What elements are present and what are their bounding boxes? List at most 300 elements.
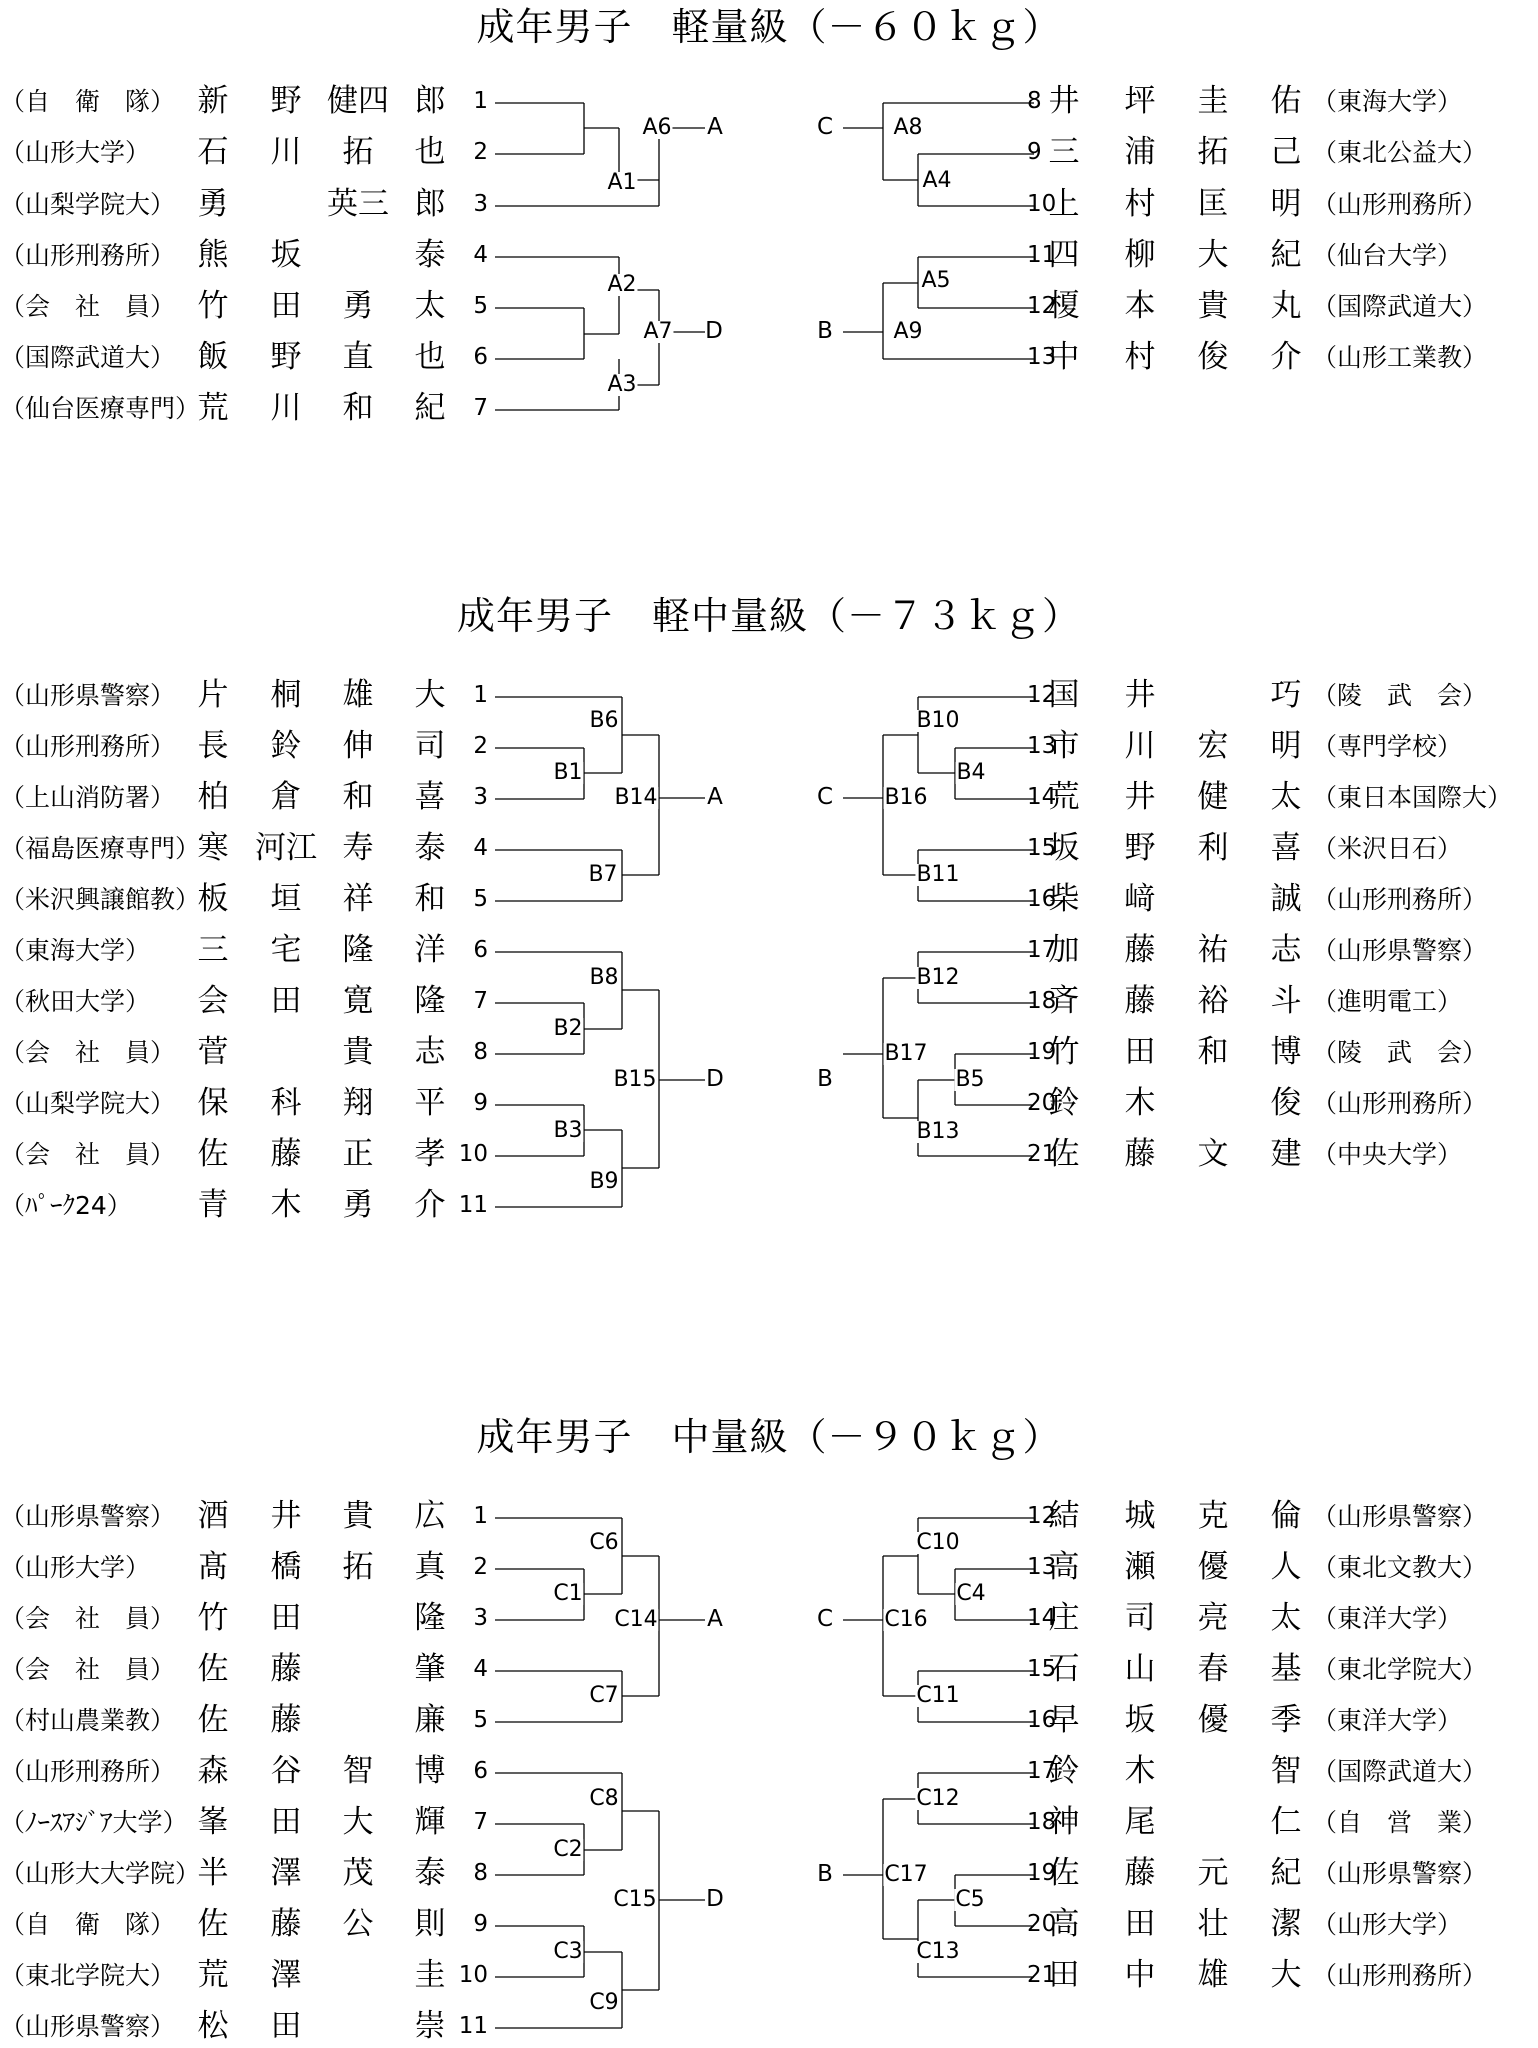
name-char: 藤 (270, 1136, 302, 1172)
entry-number: 17 (1027, 937, 1057, 963)
bracket-side-label: C (816, 784, 834, 810)
name-char: 三 (1048, 134, 1080, 170)
name-char: 季 (1270, 1702, 1302, 1738)
entry-number: 19 (1027, 1860, 1057, 1886)
affiliation: （山形大大学院） (0, 1859, 201, 1888)
name-char: 崇 (414, 2008, 446, 2044)
affiliation: （会 社 員） (0, 1655, 176, 1684)
name-char: 早 (1048, 1702, 1080, 1738)
match-code: C14 (614, 1607, 658, 1632)
name-char: 翔 (342, 1085, 374, 1121)
name-char: 壮 (1197, 1906, 1229, 1942)
name-char: 田 (1124, 1906, 1156, 1942)
affiliation: （東洋大学） (1312, 1604, 1463, 1633)
match-code: A5 (921, 268, 951, 293)
name-char: 谷 (270, 1753, 302, 1789)
section-title: 成年男子 中量級（－９０ｋｇ） (476, 1415, 1062, 1459)
name-char: 雄 (342, 677, 374, 713)
name-char: 柏 (197, 779, 229, 815)
name-char: 英三 (327, 186, 389, 222)
affiliation: （秋田大学） (0, 987, 151, 1016)
name-char: 板 (197, 881, 229, 917)
entry-number: 6 (473, 937, 488, 963)
entry-number: 10 (1027, 191, 1057, 217)
name-char: 俊 (1197, 339, 1229, 375)
name-char: 紀 (1270, 237, 1302, 273)
name-char: 熊 (197, 237, 229, 273)
name-char: 井 (270, 1498, 302, 1534)
name-char: 優 (1197, 1702, 1229, 1738)
name-char: 加 (1048, 932, 1080, 968)
entry-number: 5 (473, 886, 488, 912)
name-char: 和 (1197, 1034, 1229, 1070)
affiliation: （国際武道大） (1312, 1757, 1488, 1786)
entry-number: 6 (473, 1758, 488, 1784)
affiliation: （山梨学院大） (0, 1089, 176, 1118)
name-char: 和 (414, 881, 446, 917)
name-char: 坂 (270, 237, 302, 273)
name-char: 菅 (197, 1034, 229, 1070)
name-char: 藤 (1124, 932, 1156, 968)
match-code: C10 (916, 1530, 960, 1555)
affiliation: （ﾊﾟｰｸ24） (0, 1191, 132, 1220)
entry-number: 19 (1027, 1039, 1057, 1065)
name-char: 利 (1197, 830, 1229, 866)
entry-number: 8 (1027, 88, 1042, 114)
name-char: 市 (1048, 728, 1080, 764)
match-code: A3 (607, 372, 637, 397)
match-code: B10 (916, 708, 960, 733)
name-char: 斉 (1048, 983, 1080, 1019)
name-char: 川 (270, 390, 302, 426)
name-char: 鈴 (270, 728, 302, 764)
match-code: C1 (553, 1581, 583, 1606)
name-char: 太 (1270, 1600, 1302, 1636)
entry-number: 13 (1027, 344, 1057, 370)
bracket-side-label: B (817, 1861, 833, 1887)
entry-number: 13 (1027, 733, 1057, 759)
entry-number: 14 (1027, 1605, 1057, 1631)
name-char: 田 (270, 983, 302, 1019)
name-char: 野 (270, 83, 302, 119)
name-char: 荒 (197, 390, 229, 426)
name-char: 介 (1270, 339, 1302, 375)
name-char: 柴 (1048, 881, 1080, 917)
match-code: C8 (589, 1786, 619, 1811)
name-char: 廉 (414, 1702, 446, 1738)
name-char: 長 (197, 728, 229, 764)
name-char: 和 (342, 390, 374, 426)
name-char: 佐 (197, 1651, 229, 1687)
name-char: 祐 (1197, 932, 1229, 968)
name-char: 新 (197, 83, 229, 119)
name-char: 井 (1124, 779, 1156, 815)
affiliation: （山形刑務所） (1312, 1961, 1488, 1990)
entry-number: 4 (473, 835, 488, 861)
entry-number: 1 (473, 682, 488, 708)
name-char: 公 (342, 1906, 374, 1942)
match-code: C13 (916, 1939, 960, 1964)
entry-number: 3 (473, 191, 488, 217)
name-char: 泰 (414, 830, 446, 866)
name-char: 則 (414, 1906, 446, 1942)
name-char: 宅 (270, 932, 302, 968)
affiliation: （東北文教大） (1312, 1553, 1488, 1582)
name-char: 荒 (197, 1957, 229, 1993)
entry-number: 5 (473, 293, 488, 319)
name-char: 垣 (270, 881, 302, 917)
name-char: 拓 (1197, 134, 1229, 170)
name-char: 雄 (1197, 1957, 1229, 1993)
name-char: 春 (1197, 1651, 1229, 1687)
name-char: 斗 (1270, 983, 1302, 1019)
name-char: 半 (197, 1855, 229, 1891)
name-char: 飯 (197, 339, 229, 375)
name-char: 髙 (197, 1549, 229, 1585)
affiliation: （山形県警察） (0, 681, 176, 710)
name-char: 也 (414, 134, 446, 170)
name-char: 竹 (197, 1600, 229, 1636)
entry-number: 5 (473, 1707, 488, 1733)
name-char: 志 (1270, 932, 1302, 968)
name-char: 大 (1197, 237, 1229, 273)
name-char: 青 (197, 1187, 229, 1223)
affiliation: （東海大学） (0, 936, 151, 965)
entry-number: 15 (1027, 1656, 1057, 1682)
entry-number: 7 (473, 988, 488, 1014)
affiliation: （山形県警察） (1312, 936, 1488, 965)
name-char: 田 (270, 1600, 302, 1636)
affiliation: （東洋大学） (1312, 1706, 1463, 1735)
name-char: 科 (270, 1085, 302, 1121)
name-char: 澤 (270, 1957, 302, 1993)
entry-number: 7 (473, 395, 488, 421)
entry-number: 2 (473, 139, 488, 165)
name-char: 田 (1048, 1957, 1080, 1993)
name-char: 河江 (255, 830, 317, 866)
name-char: 柳 (1124, 237, 1156, 273)
match-code: B16 (884, 785, 928, 810)
entry-number: 16 (1027, 886, 1057, 912)
affiliation: （国際武道大） (0, 343, 176, 372)
affiliation: （山形工業教） (1312, 343, 1488, 372)
name-char: 克 (1197, 1498, 1229, 1534)
entry-number: 10 (458, 1141, 488, 1167)
name-char: 茂 (342, 1855, 374, 1891)
name-char: 隆 (414, 1600, 446, 1636)
entry-number: 8 (473, 1039, 488, 1065)
name-char: 榎 (1048, 288, 1080, 324)
entry-number: 16 (1027, 1707, 1057, 1733)
name-char: 貴 (342, 1498, 374, 1534)
entry-number: 20 (1027, 1911, 1057, 1937)
name-char: 大 (1270, 1957, 1302, 1993)
affiliation: （福島医療専門） (0, 834, 201, 863)
name-char: 鈴 (1048, 1085, 1080, 1121)
name-char: 藤 (1124, 1855, 1156, 1891)
name-char: 会 (197, 983, 229, 1019)
name-char: 野 (1124, 830, 1156, 866)
affiliation: （仙台医療専門） (0, 394, 201, 423)
name-char: 裕 (1197, 983, 1229, 1019)
bracket-side-label: A (707, 114, 723, 140)
name-char: 野 (270, 339, 302, 375)
name-char: 明 (1270, 186, 1302, 222)
name-char: 正 (342, 1136, 374, 1172)
name-char: 佑 (1270, 83, 1302, 119)
affiliation: （山形県警察） (1312, 1859, 1488, 1888)
name-char: 四 (1048, 237, 1080, 273)
affiliation: （国際武道大） (1312, 292, 1488, 321)
name-char: 国 (1048, 677, 1080, 713)
name-char: 司 (414, 728, 446, 764)
name-char: 藤 (270, 1702, 302, 1738)
name-char: 明 (1270, 728, 1302, 764)
name-char: 喜 (414, 779, 446, 815)
affiliation: （会 社 員） (0, 1038, 176, 1067)
name-char: 郎 (414, 186, 446, 222)
name-char: 建 (1270, 1136, 1302, 1172)
affiliation: （会 社 員） (0, 1140, 176, 1169)
name-char: 坂 (1124, 1702, 1156, 1738)
match-code: B17 (884, 1041, 928, 1066)
name-char: 保 (197, 1085, 229, 1121)
name-char: 結 (1048, 1498, 1080, 1534)
match-code: C9 (589, 1990, 619, 2015)
name-char: 中 (1124, 1957, 1156, 1993)
bracket-side-label: D (706, 1066, 724, 1092)
match-code: A6 (642, 115, 672, 140)
affiliation: （中央大学） (1312, 1140, 1463, 1169)
name-char: 太 (1270, 779, 1302, 815)
affiliation: （米沢日石） (1312, 834, 1463, 863)
affiliation: （自 衛 隊） (0, 1910, 176, 1939)
affiliation: （山形県警察） (1312, 1502, 1488, 1531)
name-char: 宏 (1197, 728, 1229, 764)
name-char: 健四 (327, 83, 389, 119)
match-code: B5 (955, 1067, 985, 1092)
name-char: 博 (1270, 1034, 1302, 1070)
match-code: B1 (553, 760, 583, 785)
name-char: 太 (414, 288, 446, 324)
match-code: B9 (589, 1169, 619, 1194)
entry-number: 8 (473, 1860, 488, 1886)
name-char: 佐 (197, 1702, 229, 1738)
bracket-side-label: B (817, 1066, 833, 1092)
bracket-side-label: B (817, 318, 833, 344)
entry-number: 11 (458, 2013, 488, 2039)
name-char: 片 (197, 677, 229, 713)
name-char: 井 (1048, 83, 1080, 119)
name-char: 健 (1197, 779, 1229, 815)
entry-number: 12 (1027, 1503, 1057, 1529)
match-code: C12 (916, 1786, 960, 1811)
name-char: 司 (1124, 1600, 1156, 1636)
name-char: 郎 (414, 83, 446, 119)
name-char: 本 (1124, 288, 1156, 324)
name-char: 高 (1048, 1906, 1080, 1942)
name-char: 寒 (197, 830, 229, 866)
name-char: 勇 (342, 1187, 374, 1223)
name-char: 俊 (1270, 1085, 1302, 1121)
name-char: 智 (1270, 1753, 1302, 1789)
name-char: 博 (414, 1753, 446, 1789)
affiliation: （ﾉｰｽｱｼﾞｱ大学） (0, 1808, 188, 1837)
name-char: 直 (342, 339, 374, 375)
entry-number: 1 (473, 1503, 488, 1529)
match-code: B12 (916, 965, 960, 990)
affiliation: （東北公益大） (1312, 138, 1488, 167)
name-char: 貴 (342, 1034, 374, 1070)
name-char: 藤 (1124, 1136, 1156, 1172)
entry-number: 2 (473, 1554, 488, 1580)
name-char: 橋 (270, 1549, 302, 1585)
match-code: B7 (588, 862, 618, 887)
name-char: 田 (270, 2008, 302, 2044)
name-char: 田 (1124, 1034, 1156, 1070)
affiliation: （東北学院大） (0, 1961, 176, 1990)
name-char: 石 (1048, 1651, 1080, 1687)
name-char: 瀬 (1124, 1549, 1156, 1585)
match-code: A4 (922, 168, 952, 193)
match-code: B11 (916, 862, 960, 887)
affiliation: （山梨学院大） (0, 190, 176, 219)
match-code: C11 (916, 1683, 960, 1708)
name-char: 肇 (414, 1651, 446, 1687)
name-char: 村 (1124, 186, 1156, 222)
name-char: 勇 (197, 186, 229, 222)
entry-number: 21 (1027, 1962, 1057, 1988)
name-char: 坪 (1124, 83, 1156, 119)
entry-number: 13 (1027, 1554, 1057, 1580)
match-code: A9 (893, 319, 923, 344)
name-char: 木 (1124, 1753, 1156, 1789)
affiliation: （上山消防署） (0, 783, 176, 812)
name-char: 匡 (1197, 186, 1229, 222)
name-char: 桐 (270, 677, 302, 713)
affiliation: （山形刑務所） (0, 732, 176, 761)
match-code: B15 (613, 1067, 657, 1092)
name-char: 広 (414, 1498, 446, 1534)
name-char: 村 (1124, 339, 1156, 375)
name-char: 大 (342, 1804, 374, 1840)
name-char: 浦 (1124, 134, 1156, 170)
affiliation: （会 社 員） (0, 1604, 176, 1633)
name-char: 荒 (1048, 779, 1080, 815)
affiliation: （会 社 員） (0, 292, 176, 321)
match-code: B8 (589, 965, 619, 990)
entry-number: 3 (473, 1605, 488, 1631)
name-char: 佐 (1048, 1855, 1080, 1891)
name-char: 拓 (342, 1549, 374, 1585)
entry-number: 14 (1027, 784, 1057, 810)
entry-number: 11 (458, 1192, 488, 1218)
name-char: 田 (270, 1804, 302, 1840)
name-char: 伸 (342, 728, 374, 764)
entry-number: 11 (1027, 242, 1057, 268)
affiliation: （陵 武 会） (1312, 1038, 1488, 1067)
name-char: 亮 (1197, 1600, 1229, 1636)
name-char: 木 (270, 1187, 302, 1223)
entry-number: 12 (1027, 293, 1057, 319)
name-char: 和 (342, 779, 374, 815)
name-char: 介 (414, 1187, 446, 1223)
name-char: 神 (1048, 1804, 1080, 1840)
entry-number: 21 (1027, 1141, 1057, 1167)
affiliation: （山形大学） (0, 1553, 151, 1582)
affiliation: （進明電工） (1312, 987, 1463, 1016)
match-code: C3 (553, 1939, 583, 1964)
affiliation: （自 衛 隊） (0, 87, 176, 116)
name-char: 峯 (197, 1804, 229, 1840)
match-code: C5 (955, 1887, 985, 1912)
name-char: 隆 (414, 983, 446, 1019)
name-char: 元 (1197, 1855, 1229, 1891)
name-char: 藤 (270, 1906, 302, 1942)
bracket-side-label: C (816, 114, 834, 140)
match-code: A7 (643, 319, 673, 344)
name-char: 三 (197, 932, 229, 968)
name-char: 高 (1048, 1549, 1080, 1585)
name-char: 己 (1270, 134, 1302, 170)
name-char: 石 (197, 134, 229, 170)
affiliation: （米沢興譲館教） (0, 885, 201, 914)
name-char: 貴 (1197, 288, 1229, 324)
section-title: 成年男子 軽量級（－６０ｋｇ） (476, 5, 1062, 49)
affiliation: （山形刑務所） (1312, 885, 1488, 914)
name-char: 倉 (270, 779, 302, 815)
name-char: 洋 (414, 932, 446, 968)
entry-number: 9 (1027, 139, 1042, 165)
match-code: B3 (553, 1118, 583, 1143)
name-char: 大 (414, 677, 446, 713)
affiliation: （東日本国際大） (1312, 783, 1513, 812)
match-code: A1 (607, 170, 637, 195)
name-char: 中 (1048, 339, 1080, 375)
affiliation: （山形刑務所） (1312, 190, 1488, 219)
bracket-side-label: A (707, 784, 723, 810)
name-char: 木 (1124, 1085, 1156, 1121)
name-char: 倫 (1270, 1498, 1302, 1534)
bracket-side-label: D (706, 1886, 724, 1912)
affiliation: （山形大学） (0, 138, 151, 167)
name-char: 紀 (414, 390, 446, 426)
match-code: C17 (884, 1862, 928, 1887)
affiliation: （山形県警察） (0, 2012, 176, 2041)
name-char: 拓 (342, 134, 374, 170)
entry-number: 9 (473, 1911, 488, 1937)
entry-number: 17 (1027, 1758, 1057, 1784)
match-code: C2 (553, 1837, 583, 1862)
name-char: 真 (414, 1549, 446, 1585)
name-char: 巧 (1270, 677, 1302, 713)
affiliation: （自 営 業） (1312, 1808, 1488, 1837)
entry-number: 20 (1027, 1090, 1057, 1116)
match-code: B6 (589, 708, 619, 733)
name-char: 澤 (270, 1855, 302, 1891)
name-char: 隆 (342, 932, 374, 968)
match-code: B2 (553, 1016, 583, 1041)
affiliation: （東海大学） (1312, 87, 1463, 116)
name-char: 坂 (1048, 830, 1080, 866)
name-char: 田 (270, 288, 302, 324)
entry-number: 12 (1027, 682, 1057, 708)
name-char: 鈴 (1048, 1753, 1080, 1789)
entry-number: 6 (473, 344, 488, 370)
match-code: B14 (614, 785, 658, 810)
name-char: 仁 (1270, 1804, 1302, 1840)
name-char: 勇 (342, 288, 374, 324)
